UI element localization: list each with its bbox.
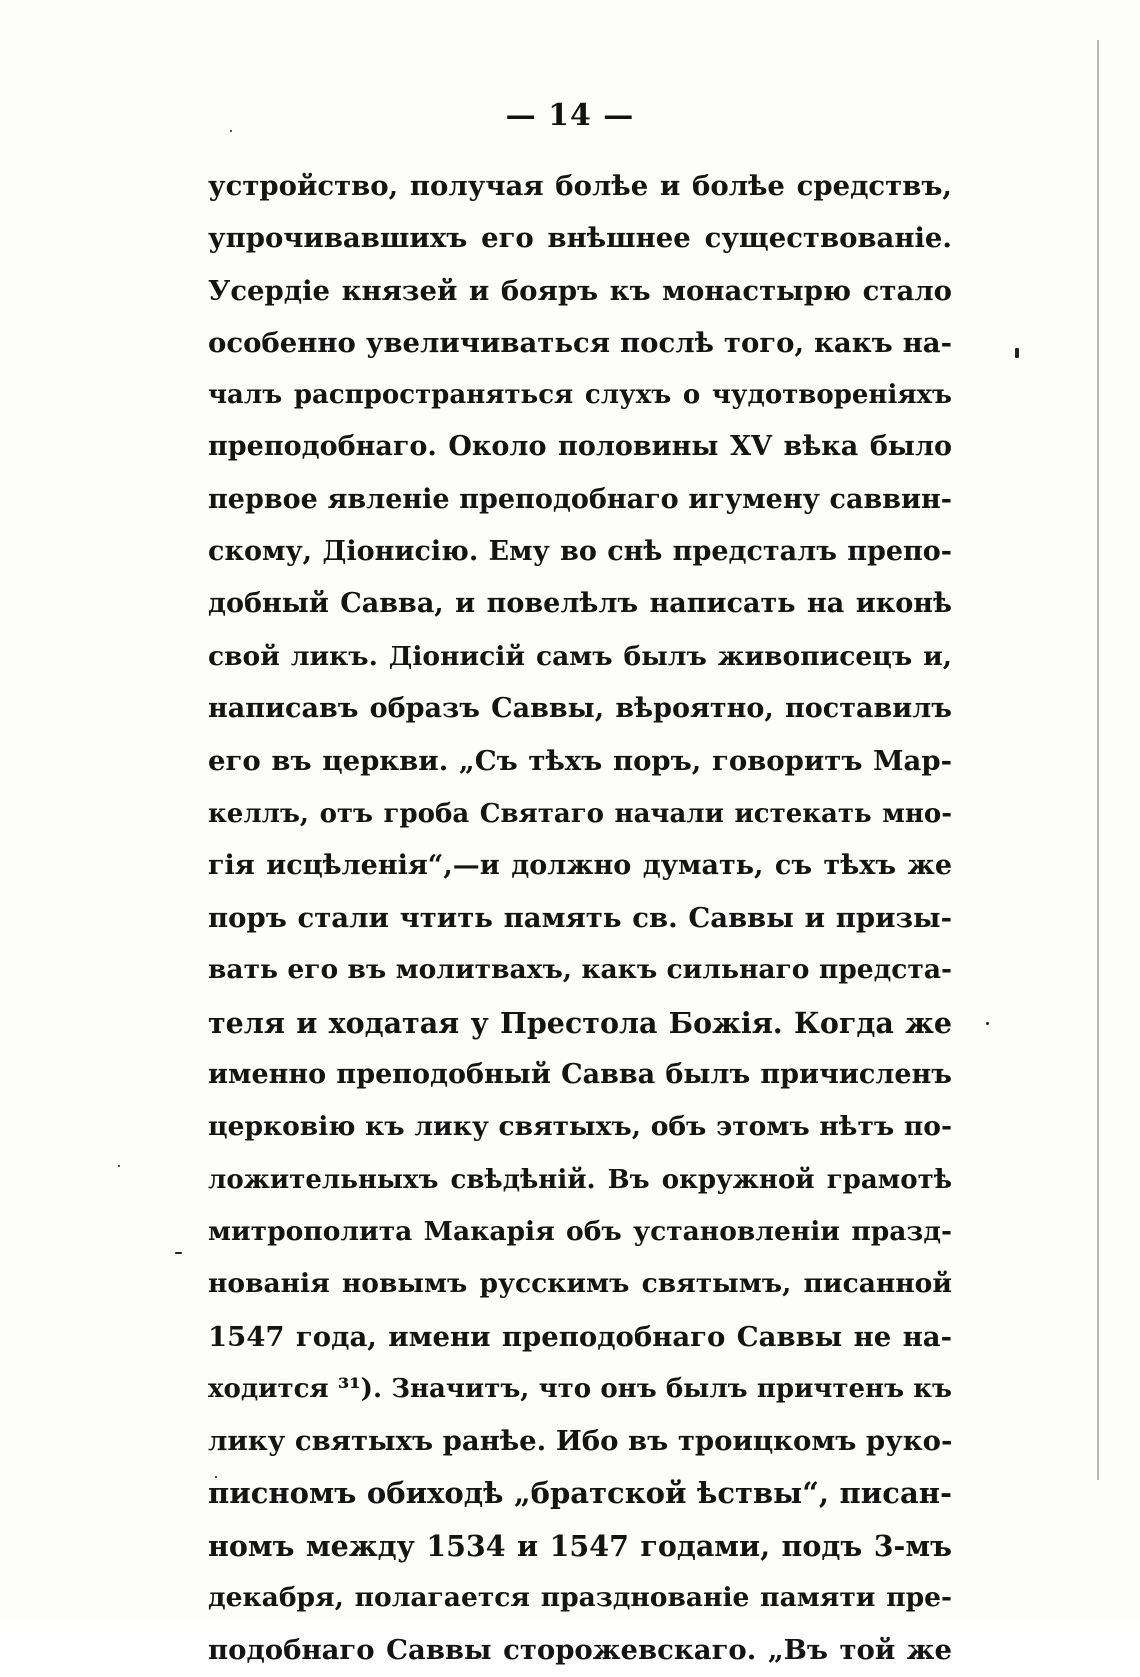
text-line: преподобнаго. Около половины XV вѣка было <box>208 431 952 463</box>
text-line: чалъ распространяться слухъ о чудотвореніяхъ <box>208 380 952 411</box>
text-line: вать его въ молитвахъ, какъ сильнаго предста- <box>208 954 952 986</box>
ink-speck <box>118 1165 120 1167</box>
text-line: ложительныхъ свѣдѣній. Въ окружной грамотѣ <box>208 1164 952 1195</box>
text-line: ходится ³¹). Значитъ, что онъ былъ причтенъ къ <box>208 1373 952 1404</box>
text-line: устройство, получая болѣе и болѣе средствъ, <box>208 170 952 202</box>
text-line: гія исцѣленія“,—и должно думать, съ тѣхъ же <box>208 849 952 881</box>
text-line: именно преподобный Савва былъ причисленъ <box>208 1059 952 1091</box>
page-number: — 14 — <box>505 98 635 133</box>
ink-speck <box>986 1022 989 1025</box>
text-line: скому, Діонисію. Ему во снѣ предсталъ препо- <box>208 536 952 568</box>
text-line: его въ церкви. „Съ тѣхъ поръ, говоритъ Мар- <box>208 745 952 778</box>
text-line: митрополита Макарія объ установленіи празд- <box>208 1215 952 1247</box>
ink-speck <box>1015 348 1019 358</box>
text-line: лику святыхъ ранѣе. Ибо въ троицкомъ руко- <box>208 1425 952 1458</box>
text-line: первое явленіе преподобнаго игумену саввин- <box>208 483 952 515</box>
page-edge-shadow <box>1097 40 1099 1480</box>
text-line: добный Савва, и повелѣлъ написать на иконѣ <box>208 588 952 620</box>
text-line: написавъ образъ Саввы, вѣроятно, поставилъ <box>208 692 952 724</box>
text-line: Усердіе князей и бояръ къ монастырю стало <box>208 274 952 307</box>
body-text <box>208 160 952 1677</box>
text-line: свой ликъ. Діонисій самъ былъ живописецъ и, <box>208 640 952 672</box>
text-line: 1547 года, имени преподобнаго Саввы не на- <box>208 1320 952 1353</box>
text-line: келлъ, отъ гроба Святаго начали истекать мно- <box>208 798 952 829</box>
text-line: церковію къ лику святыхъ, объ этомъ нѣтъ по- <box>208 1111 952 1143</box>
text-line: упрочивавшихъ его внѣшнее существованіе. <box>208 222 952 255</box>
text-line: писномъ обиходѣ „братской ѣствы“, писан- <box>208 1476 952 1511</box>
text-line: теля и ходатая у Престола Божія. Когда же <box>208 1005 952 1040</box>
ink-speck <box>175 1252 182 1254</box>
text-line: поръ стали чтить память св. Саввы и призы- <box>208 902 952 935</box>
text-line: номъ между 1534 и 1547 годами, подъ 3-мъ <box>208 1528 952 1563</box>
text-line: нованія новымъ русскимъ святымъ, писанной <box>208 1268 952 1300</box>
text-line: особенно увеличиваться послѣ того, какъ на- <box>208 326 952 359</box>
text-line: декабря, полагается празднованіе памяти пре- <box>208 1582 952 1614</box>
text-line: подобнаго Саввы сторожевскаго. „Въ той же <box>208 1634 952 1667</box>
